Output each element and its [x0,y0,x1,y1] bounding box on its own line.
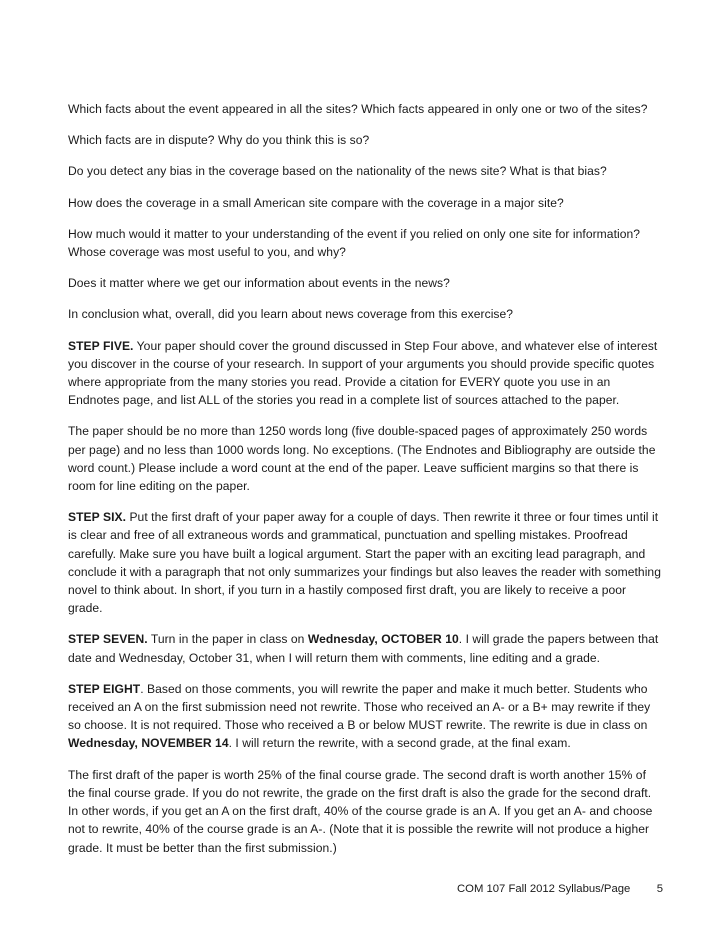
step-seven-date: Wednesday, OCTOBER 10 [307,632,459,647]
step-eight-text-b: . I will return the rewrite, with a second grade, at the final exam. [228,736,571,751]
footer-label: COM 107 Fall 2012 Syllabus/Page [457,883,631,895]
question-paragraph: In conclusion what, overall, did you learn about news coverage from this exercise? [68,307,514,322]
step-five-label: STEP FIVE. [68,338,134,353]
step-six-paragraph [68,508,664,617]
step-seven-text-a: Turn in the paper in class on [147,632,308,647]
step-seven-text-b: . I will grade the papers between that date and Wednesday, October 31, when I will return them with comments, line editing and a grade. [68,632,659,665]
question-paragraph: Does it matter where we get our information about events in the news? [68,276,450,291]
grading-paragraph: The first draft of the paper is worth 25% of the final course grade. The second draft is worth another 15% of the final course grade. If you do not rewrite, the grade on the first draft is also the grade for the second draft. In other words, if you get an A on the first draft, 40% of the course grade is an A. If you get an A- and choose not to rewrite, 40% of the course grade is an A-. (Note that it is possible the rewrite will not produce a higher grade. It must be better than the first submission.) [68,767,653,855]
page-body [68,100,664,870]
step-eight-label: STEP EIGHT [68,681,141,696]
question-paragraph: Which facts about the event appeared in all the sites? Which facts appeared in only one or two of the sites? [68,102,648,116]
question-paragraph: How does the coverage in a small American site compare with the coverage in a major site? [68,195,564,210]
step-five-paragraph [68,337,664,410]
step-seven-label: STEP SEVEN. [68,632,148,647]
step-eight-date: Wednesday, NOVEMBER 14 [68,736,229,751]
question-paragraph: How much would it matter to your understanding of the event if you relied on only one site for information? Whose coverage was most useful to you, and why? [68,226,641,260]
page-number: 5 [656,883,663,895]
page-footer [457,881,663,897]
step-five-text: Your paper should cover the ground discussed in Step Four above, and whatever else of interest you discover in the course of your research. In support of your arguments you should provide specific quotes where appropriate from the many stories you read. Provide a citation for EVERY quote you use in an Endnotes page, and list ALL of the stories you read in a complete list of sources attached to the paper. [68,338,658,408]
step-seven-paragraph [68,630,664,666]
step-eight-text-a: . Based on those comments, you will rewrite the paper and make it much better. Students who received an A on the first submission need not rewrite. Those who received an A- or a B+ may rewrite if they so choose. It is not required. Those who received a B or below MUST rewrite. The rewrite is due in class on [68,681,651,733]
step-eight-paragraph [68,680,664,753]
step-six-text: Put the first draft of your paper away for a couple of days. Then rewrite it three or four times until it is clear and free of all extraneous words and grammatical, punctuation and spelling mistakes. Proofread carefully. Make sure you have built a logical argument. Start the paper with an exciting lead paragraph, and conclude it with a paragraph that not only summarizes your findings but also leaves the reader with something novel to think about. In short, if you turn in a hastily composed first draft, you are likely to receive a poor grade. [68,510,661,616]
question-paragraph: Which facts are in dispute? Why do you think this is so? [68,133,370,148]
paper-length-paragraph: The paper should be no more than 1250 words long (five double-spaced pages of approximately 250 words per page) and no less than 1000 words long. No exceptions. (The Endnotes and Bibliography are outside the word count.) Please include a word count at the end of the paper. Leave sufficient margins so that there is room for line editing on the paper. [68,424,656,494]
step-six-label: STEP SIX. [68,510,127,525]
question-paragraph: Do you detect any bias in the coverage based on the nationality of the news site? What is that bias? [68,164,607,179]
